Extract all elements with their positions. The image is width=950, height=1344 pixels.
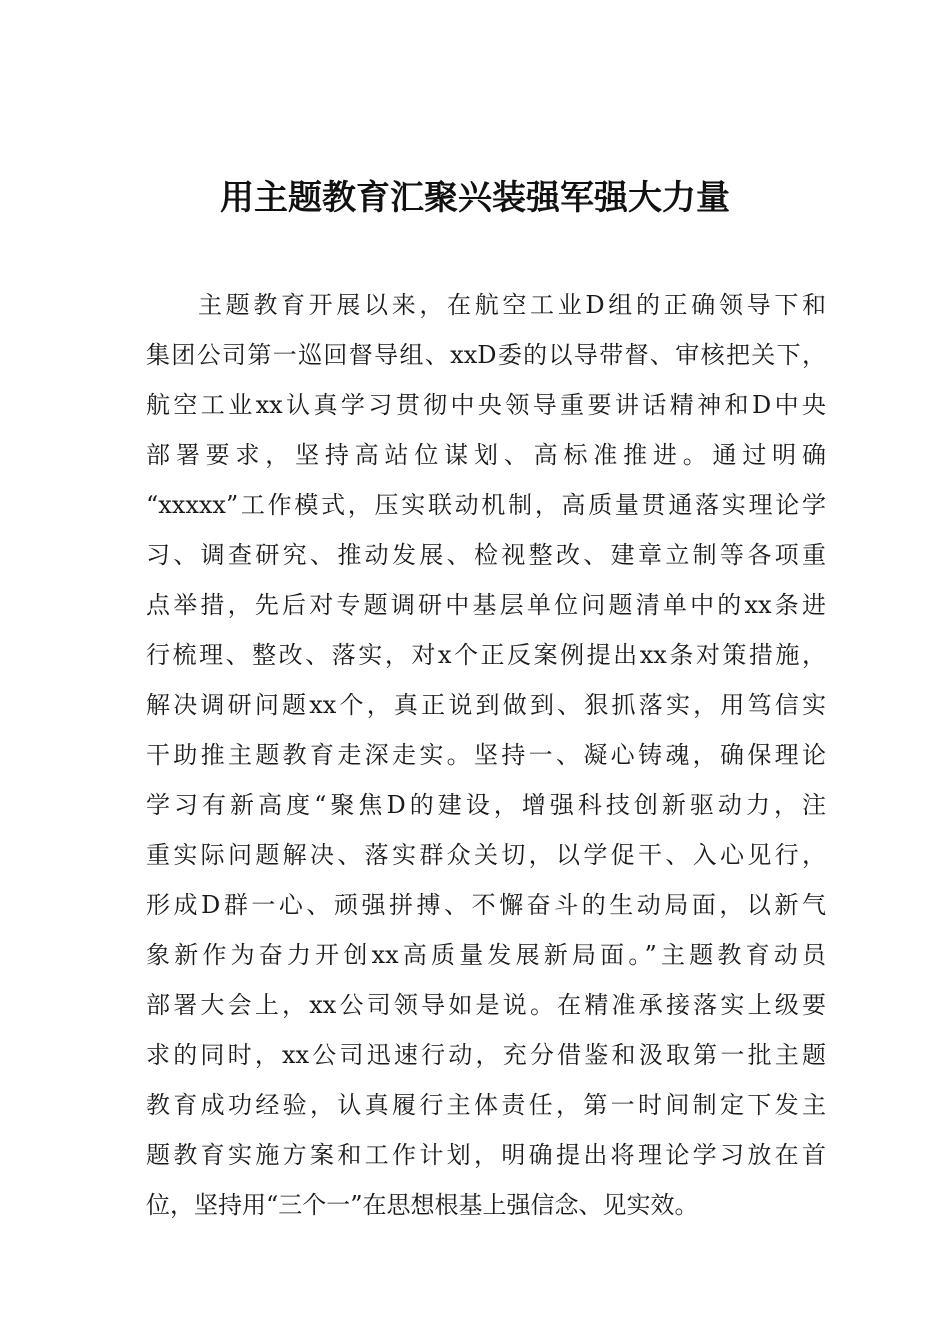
body-line: 部署要求，坚持高站位谋划、高标准推进。通过明确 <box>146 441 826 469</box>
body-line: 形成D群一心、顽强拼搏、不懈奋斗的生动局面，以新气 <box>146 891 826 919</box>
document-title: 用主题教育汇聚兴装强军强大力量 <box>220 178 730 218</box>
body-line: 重实际问题解决、落实群众关切，以学促干、入心见行， <box>146 841 826 869</box>
body-line: 位，坚持用“三个一”在思想根基上强信念、见实效。 <box>146 1191 699 1219</box>
body-line: 航空工业xx认真学习贯彻中央领导重要讲话精神和D中央 <box>146 391 826 419</box>
body-line: 主题教育开展以来，在航空工业D组的正确领导下和 <box>198 291 826 319</box>
body-line: “xxxxx”工作模式，压实联动机制，高质量贯通落实理论学 <box>146 491 826 519</box>
body-line: 教育成功经验，认真履行主体责任，第一时间制定下发主 <box>146 1091 826 1119</box>
body-line: 点举措，先后对专题调研中基层单位问题清单中的xx条进 <box>146 591 826 619</box>
body-line: 解决调研问题xx个，真正说到做到、狠抓落实，用笃信实 <box>146 691 826 719</box>
body-line: 题教育实施方案和工作计划，明确提出将理论学习放在首 <box>146 1141 826 1169</box>
body-line: 象新作为奋力开创xx高质量发展新局面。”主题教育动员 <box>146 941 826 969</box>
body-line: 求的同时，xx公司迅速行动，充分借鉴和汲取第一批主题 <box>146 1041 826 1069</box>
body-line: 部署大会上，xx公司领导如是说。在精准承接落实上级要 <box>146 991 826 1019</box>
body-line: 行梳理、整改、落实，对x个正反案例提出xx条对策措施， <box>146 641 826 669</box>
document-body <box>146 280 826 1230</box>
body-line: 集团公司第一巡回督导组、xxD委的以导带督、审核把关下， <box>146 341 826 369</box>
body-line: 学习有新高度“聚焦D的建设，增强科技创新驱动力，注 <box>146 791 826 819</box>
body-line: 习、调查研究、推动发展、检视整改、建章立制等各项重 <box>146 541 826 569</box>
body-line: 干助推主题教育走深走实。坚持一、凝心铸魂，确保理论 <box>146 741 826 769</box>
